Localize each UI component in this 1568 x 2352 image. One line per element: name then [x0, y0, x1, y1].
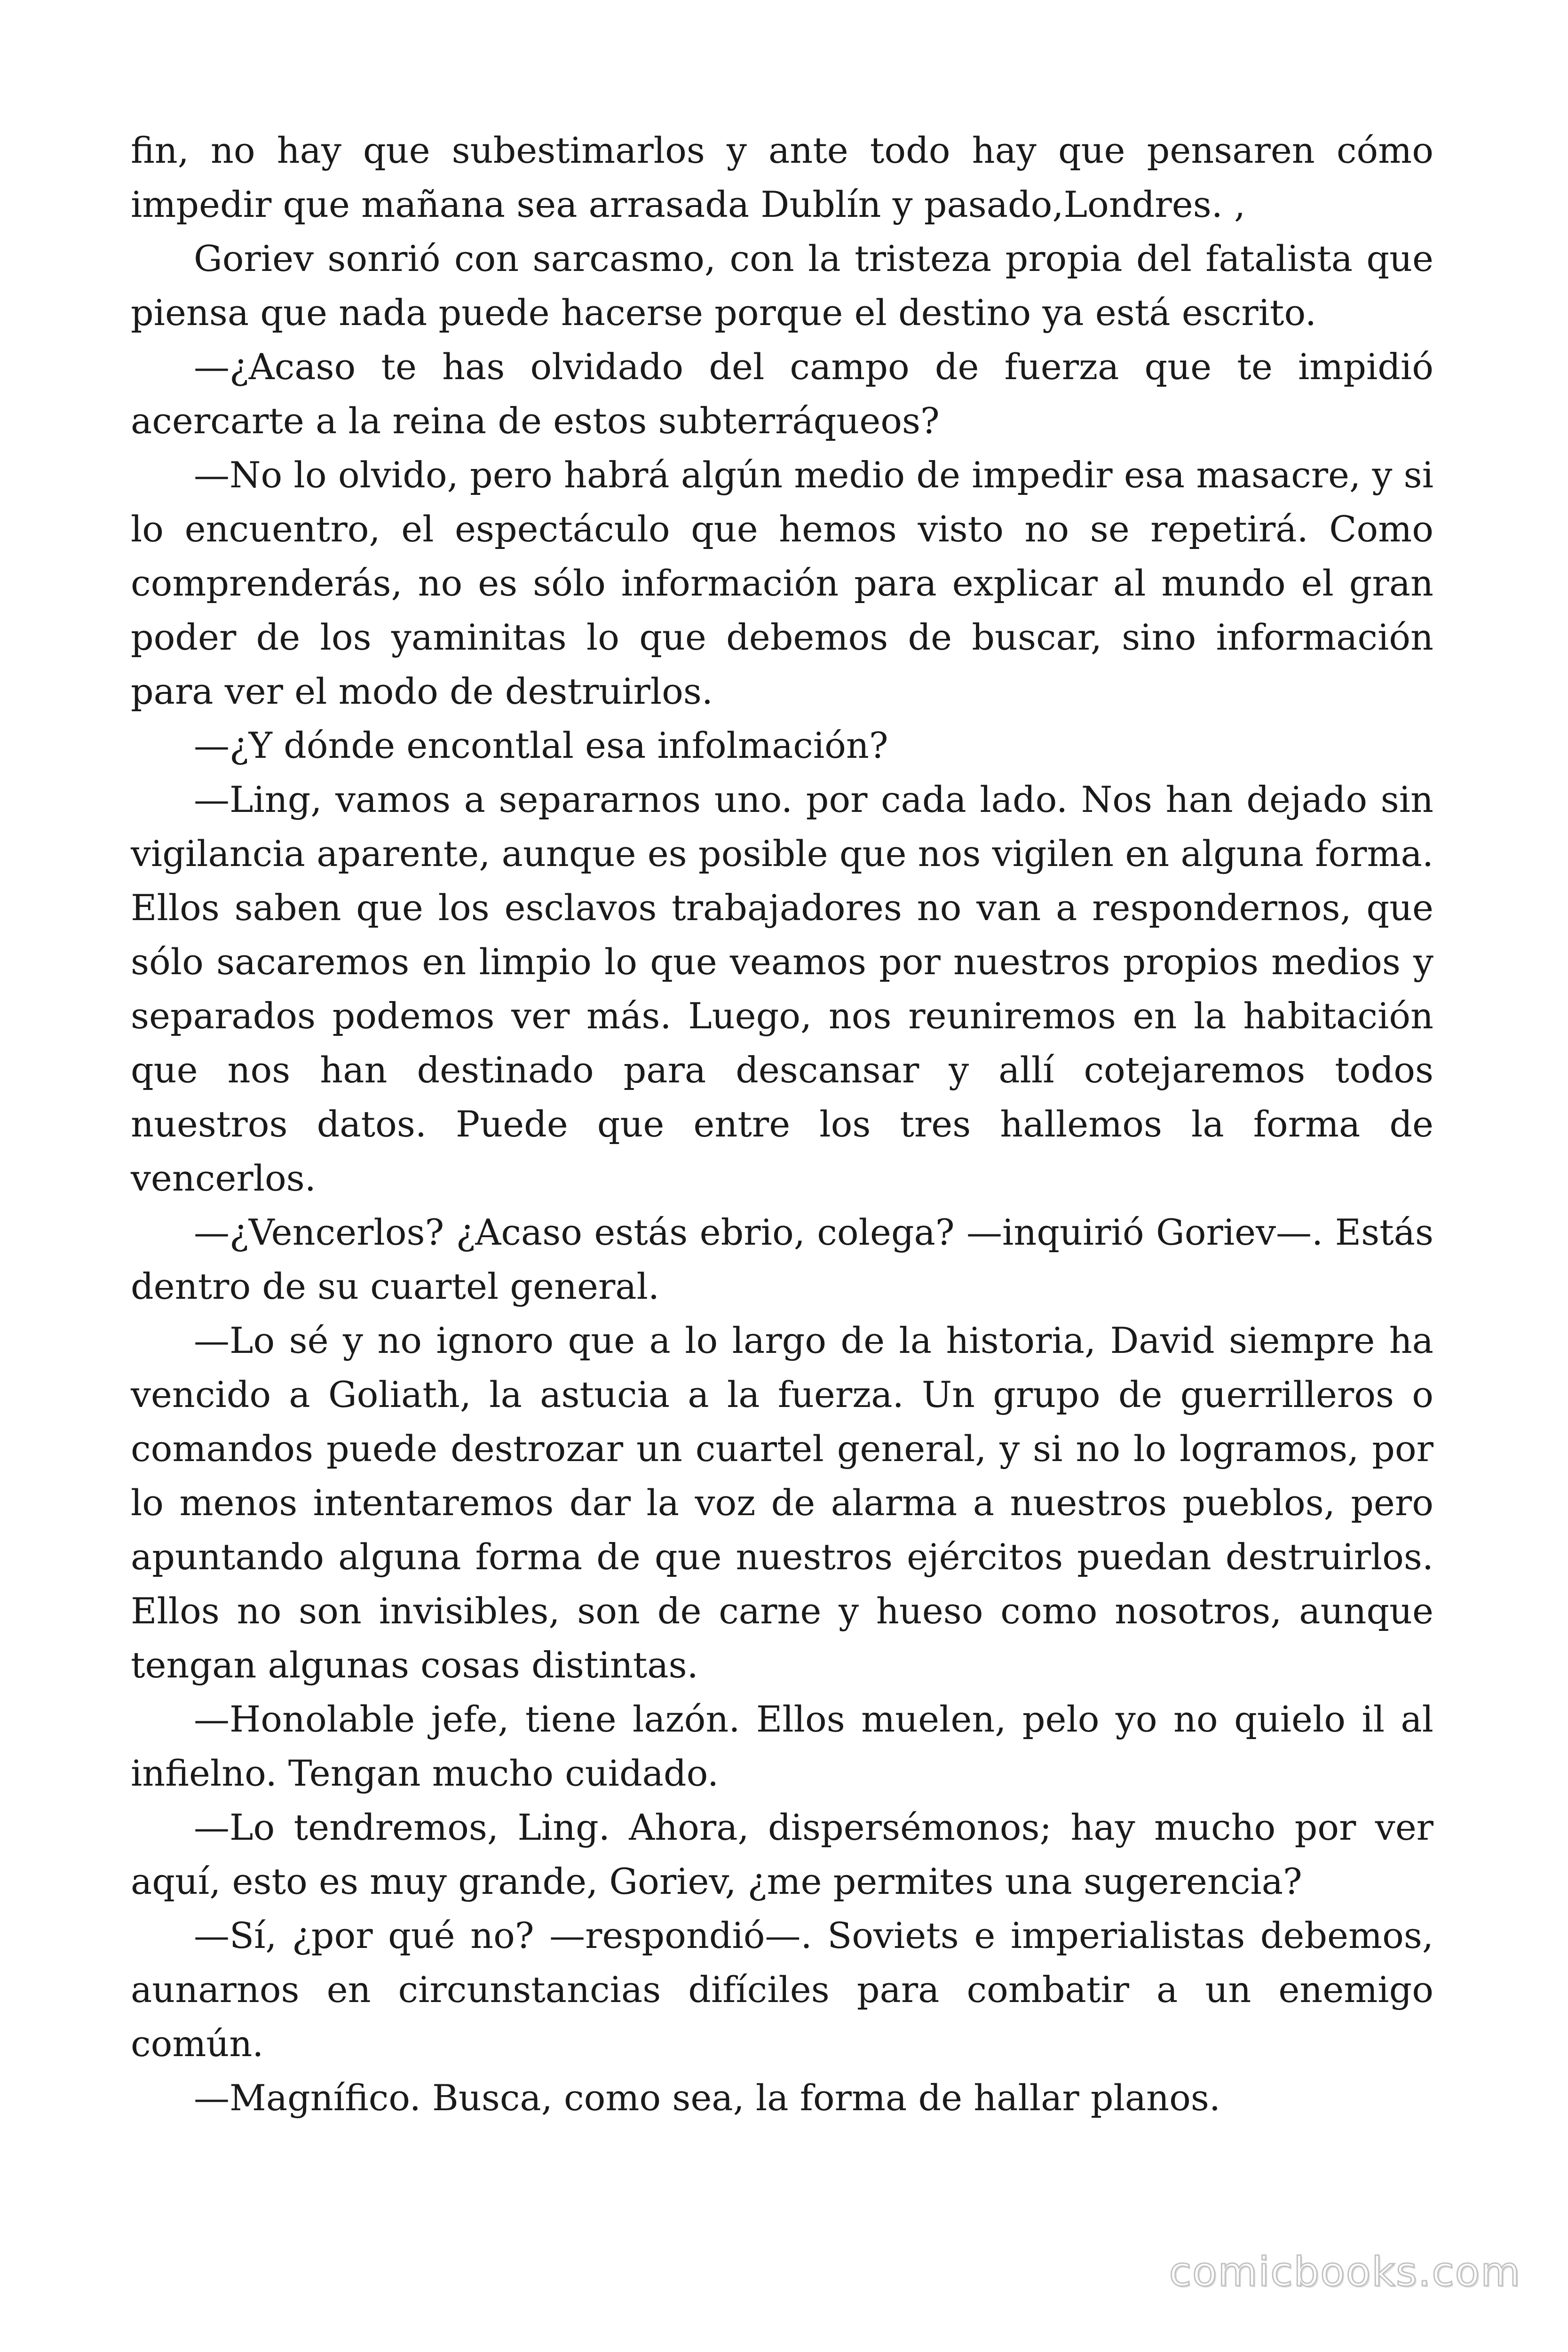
paragraph: —¿Y dónde encontlal esa infolmación?	[194, 724, 888, 766]
paragraph: —¿Vencerlos? ¿Acaso estás ebrio, colega? —inquirió Goriev—. Estás dentro de su cuartel general.	[131, 1211, 1433, 1307]
paragraph: —No lo olvido, pero habrá algún medio de impedir esa masacre, y si lo encuentro, el espectáculo que hemos visto no se repetirá. Como comprenderás, no es sólo información para explicar al mundo el gran poder de los yaminitas lo que debemos de buscar, sino información para ver el modo de destruirlos.	[131, 454, 1433, 712]
paragraph: —Lo sé y no ignoro que a lo largo de la historia, David siempre ha vencido a Goliath, la astucia a la fuerza. Un grupo de guerrilleros o comandos puede destrozar un cuartel general, y si no lo logramos, por lo menos intentaremos dar la voz de alarma a nuestros pueblos, pero apuntando alguna forma de que nuestros ejércitos puedan destruirlos. Ellos no son invisibles, son de carne y hueso como nosotros, aunque tengan algunas cosas distintas.	[131, 1319, 1433, 1686]
paragraph: —Ling, vamos a separarnos uno. por cada lado. Nos han dejado sin vigilancia aparente, aunque es posible que nos vigilen en alguna forma. Ellos saben que los esclavos trabajadores no van a respondernos, que sólo sacaremos en limpio lo que veamos por nuestros propios medios y separados podemos ver más. Luego, nos reuniremos en la habitación que nos han destinado para descansar y allí cotejaremos todos nuestros datos. Puede que entre los tres hallemos la forma de vencerlos.	[131, 779, 1433, 1199]
watermark: comicbooks.com	[1169, 2249, 1521, 2296]
paragraph: —Honolable jefe, tiene lazón. Ellos muelen, pelo yo no quielo il al infielno. Tengan mucho cuidado.	[131, 1698, 1433, 1794]
paragraph: —Sí, ¿por qué no? —respondió—. Soviets e imperialistas debemos, aunarnos en circunstancias difíciles para combatir a un enemigo común.	[131, 1915, 1433, 2065]
body-text	[131, 123, 1433, 2125]
paragraph: —Magnífico. Busca, como sea, la forma de hallar planos.	[194, 2077, 1221, 2119]
paragraph: —¿Acaso te has olvidado del campo de fuerza que te impidió acercarte a la reina de estos subterráqueos?	[131, 346, 1433, 442]
paragraph: —Lo tendremos, Ling. Ahora, dispersémonos; hay mucho por ver aquí, esto es muy grande, Goriev, ¿me permites una sugerencia?	[131, 1806, 1433, 1902]
paragraph: fin, no hay que subestimarlos y ante todo hay que pensaren cómo impedir que mañana sea arrasada Dublín y pasado,Londres. ,	[131, 129, 1433, 225]
paragraph: Goriev sonrió con sarcasmo, con la tristeza propia del fatalista que piensa que nada puede hacerse porque el destino ya está escrito.	[131, 238, 1433, 334]
